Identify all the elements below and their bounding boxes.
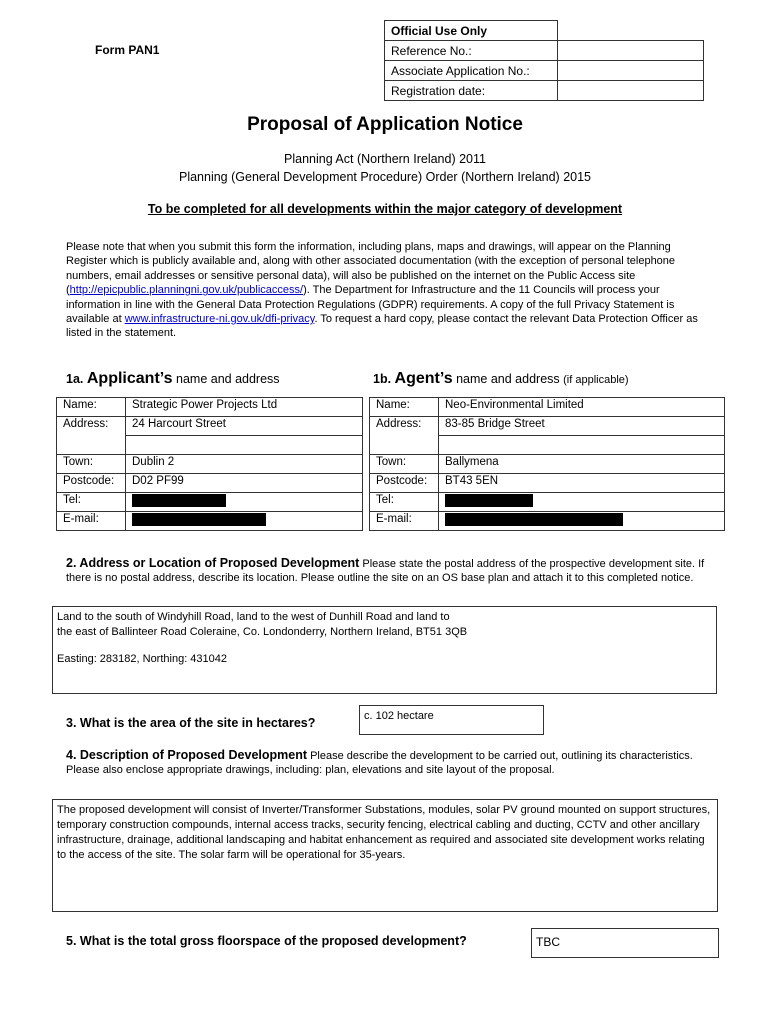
completion-instruction: To be completed for all developments within the major category of development — [147, 202, 623, 216]
site-area-question: 3. What is the area of the site in hectares? — [66, 716, 316, 730]
applicant-town-field[interactable]: Dublin 2 — [126, 455, 363, 474]
applicant-heading-title: Applicant’s — [86, 370, 173, 387]
redaction-block — [132, 513, 266, 526]
applicant-name-field[interactable]: Strategic Power Projects Ltd — [126, 398, 363, 417]
applicant-address-line2[interactable] — [126, 436, 363, 455]
redaction-block — [445, 513, 623, 526]
applicant-address-label: Address: — [57, 417, 126, 455]
applicant-town-label: Town: — [57, 455, 126, 474]
reference-no-field[interactable] — [558, 41, 704, 61]
floorspace-field[interactable] — [531, 928, 719, 958]
site-location-field[interactable] — [52, 606, 717, 694]
applicant-tel-label: Tel: — [57, 493, 126, 512]
agent-name-label: Name: — [370, 398, 439, 417]
site-area-field[interactable] — [359, 705, 544, 735]
agent-heading-rest: name and address — [456, 372, 560, 386]
agent-address-line2[interactable] — [439, 436, 725, 455]
agent-heading-title: Agent’s — [394, 370, 453, 387]
applicant-heading-rest: name and address — [176, 372, 280, 386]
agent-name-field[interactable]: Neo-Environmental Limited — [439, 398, 725, 417]
section4-instructions: Please describe the development to be carried out, outlining its characteristics. Please also enclose appropriate drawings, including: plan, elevations and site layout of the proposal. — [66, 750, 693, 777]
site-location-line1: Land to the south of Windyhill Road, land to the west of Dunhill Road and land to — [57, 611, 450, 623]
applicant-table — [56, 397, 363, 531]
section2-title: 2. Address or Location of Proposed Development — [66, 556, 360, 570]
agent-address-line1[interactable]: 83-85 Bridge Street — [439, 417, 725, 436]
official-use-header: Official Use Only — [385, 21, 558, 41]
public-access-link[interactable]: http://epicpublic.planningni.gov.uk/publicaccess/ — [69, 284, 304, 297]
section2-instructions: Please state the postal address of the prospective development site. If there is no postal address, describe its location. Please outline the site on an OS base plan and attach it to this completed notice. — [66, 558, 705, 585]
site-location-line2: the east of Ballinteer Road Coleraine, Co. Londonderry, Northern Ireland, BT51 3QB — [57, 626, 468, 638]
agent-address-label: Address: — [370, 417, 439, 455]
redaction-block — [445, 494, 533, 507]
agent-email-label: E-mail: — [370, 512, 439, 531]
agent-postcode-field[interactable]: BT43 5EN — [439, 474, 725, 493]
privacy-note-part3: . To request a hard copy, please contact the relevant Data Protection Officer as listed in the statement. — [66, 313, 698, 340]
applicant-email-field[interactable] — [126, 512, 363, 531]
agent-table — [369, 397, 725, 531]
applicant-tel-field[interactable] — [126, 493, 363, 512]
privacy-note — [66, 240, 706, 341]
applicant-name-label: Name: — [57, 398, 126, 417]
applicant-email-label: E-mail: — [57, 512, 126, 531]
section4-title: 4. Description of Proposed Development — [66, 748, 308, 762]
privacy-note-part1: Please note that when you submit this form the information, including plans, maps and drawings, will appear on the Planning Register which is publicly available and, along with other associated documentation (with the exception of personal telephone numbers, email addresses or sensitive personal data), will also be published on the internet on the Public Access site ( — [66, 241, 676, 297]
registration-date-label: Registration date: — [385, 81, 558, 101]
development-description-field[interactable] — [52, 799, 718, 912]
privacy-note-part2: ). The Department for Infrastructure and the 11 Councils will process your information in line with the General Data Protection Regulations (GDPR) requirements. A copy of the full Privacy Statement is available at — [66, 284, 675, 326]
associate-application-field[interactable] — [558, 61, 704, 81]
site-area-value: c. 102 hectare — [364, 710, 434, 722]
redaction-block — [132, 494, 226, 507]
agent-heading — [373, 370, 629, 388]
agent-heading-num: 1b. — [373, 372, 392, 386]
applicant-address-line1[interactable]: 24 Harcourt Street — [126, 417, 363, 436]
floorspace-question: 5. What is the total gross floorspace of the proposed development? — [66, 934, 467, 948]
applicant-postcode-label: Postcode: — [57, 474, 126, 493]
site-location-line3: Easting: 283182, Northing: 431042 — [57, 653, 228, 665]
applicant-heading-num: 1a. — [66, 372, 84, 386]
agent-tel-label: Tel: — [370, 493, 439, 512]
page-title: Proposal of Application Notice — [247, 114, 523, 135]
subtitle-act: Planning Act (Northern Ireland) 2011 — [284, 152, 486, 166]
section4-heading — [66, 748, 706, 778]
agent-town-field[interactable]: Ballymena — [439, 455, 725, 474]
form-id: Form PAN1 — [95, 43, 160, 57]
agent-tel-field[interactable] — [439, 493, 725, 512]
registration-date-field[interactable] — [558, 81, 704, 101]
official-use-table — [384, 20, 704, 101]
associate-application-label: Associate Application No.: — [385, 61, 558, 81]
applicant-heading — [66, 370, 280, 388]
development-description-text: The proposed development will consist of Inverter/Transformer Substations, modules, solar PV ground mounted on support structures, temporary construction compounds, internal access tracks, security fencing, electrical cabling and ducting, CCTV and other ancillary infrastructure, drainage, additional landscaping and habitat enhancement as required and associated site development works relating to the access of the site. The solar farm will be operational for 35-years. — [57, 804, 711, 861]
floorspace-value: TBC — [536, 935, 560, 949]
agent-email-field[interactable] — [439, 512, 725, 531]
reference-no-label: Reference No.: — [385, 41, 558, 61]
applicant-postcode-field[interactable]: D02 PF99 — [126, 474, 363, 493]
subtitle-order: Planning (General Development Procedure) Order (Northern Ireland) 2015 — [178, 170, 592, 184]
section2-heading — [66, 556, 706, 586]
privacy-statement-link[interactable]: www.infrastructure-ni.gov.uk/dfi-privacy — [124, 313, 315, 326]
agent-town-label: Town: — [370, 455, 439, 474]
agent-heading-note: (if applicable) — [563, 374, 629, 386]
agent-postcode-label: Postcode: — [370, 474, 439, 493]
